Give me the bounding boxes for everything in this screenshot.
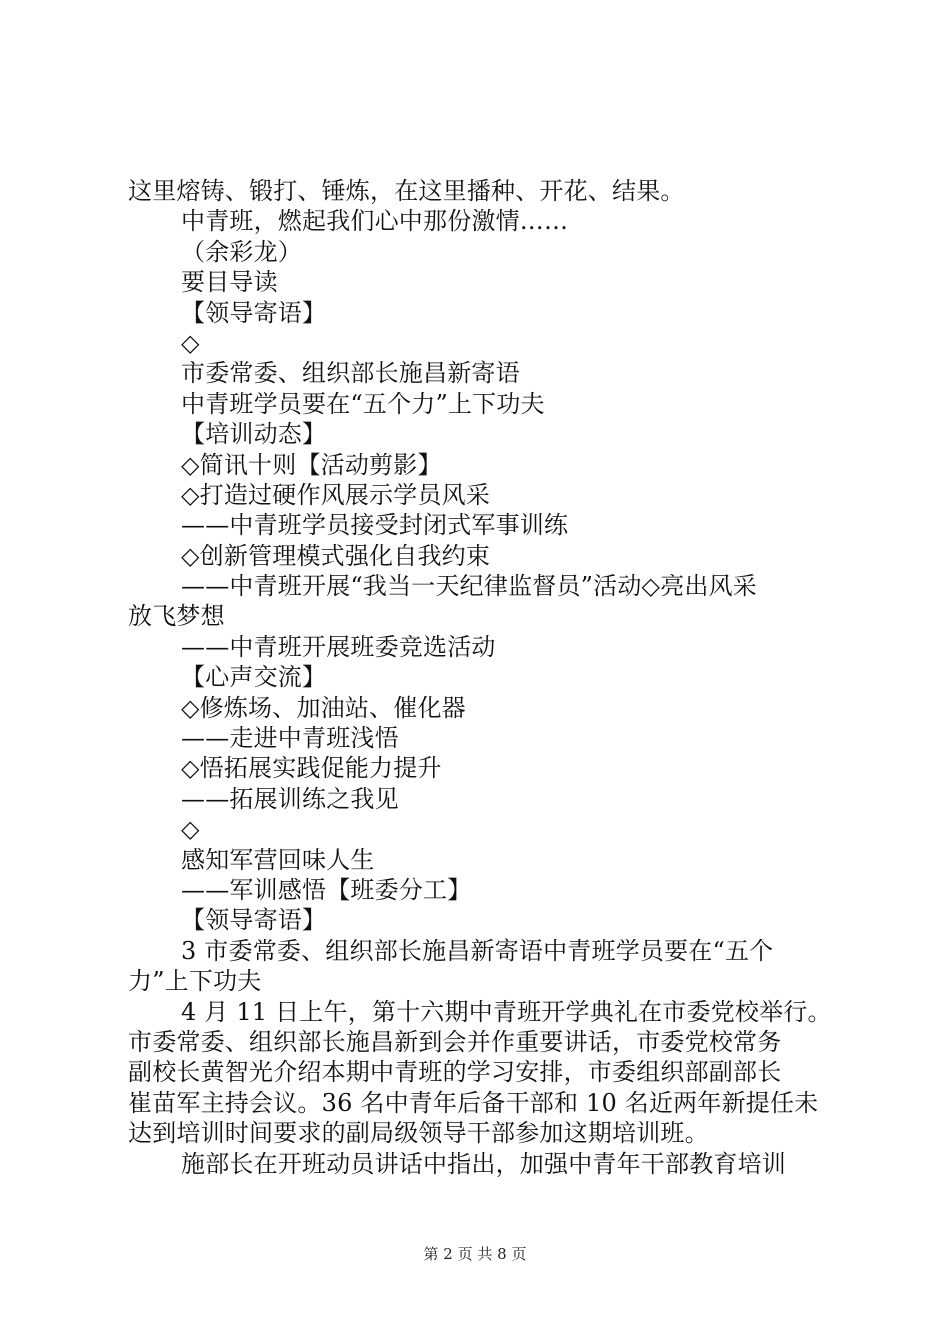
body-text <box>128 176 840 1179</box>
paragraph-line: 副校长黄智光介绍本期中青班的学习安排，市委组织部副部长 <box>128 1058 782 1087</box>
section-heading: 要目导读 <box>181 268 278 297</box>
section-heading: 【领导寄语】 <box>181 906 327 935</box>
article-title: 3 市委常委、组织部长施昌新寄语中青班学员要在“五个 <box>181 936 774 965</box>
text-line: 市委常委、组织部长施昌新寄语 <box>181 359 520 388</box>
paragraph-line: 市委常委、组织部长施昌新到会并作重要讲话，市委党校常务 <box>128 1027 782 1056</box>
toc-subtitle: ——军训感悟【班委分工】 <box>181 875 472 904</box>
paragraph-line: 4 月 11 日上午，第十六期中青班开学典礼在市委党校举行。 <box>181 997 832 1026</box>
toc-subtitle: ——中青班开展“我当一天纪律监督员”活动◇亮出风采 <box>181 572 757 601</box>
toc-subtitle: ——中青班学员接受封闭式军事训练 <box>181 511 569 540</box>
toc-item: ◇悟拓展实践促能力提升 <box>181 754 442 783</box>
text-line: 这里熔铸、锻打、锤炼，在这里播种、开花、结果。 <box>128 177 685 205</box>
text-line: 中青班，燃起我们心中那份激情…… <box>181 207 569 236</box>
diamond-bullet: ◇ <box>181 328 200 357</box>
toc-item: 感知军营回味人生 <box>181 845 375 874</box>
toc-item: ◇创新管理模式强化自我约束 <box>181 541 491 570</box>
paragraph-line: 达到培训时间要求的副局级领导干部参加这期培训班。 <box>128 1119 709 1148</box>
toc-item: ◇简讯十则【活动剪影】 <box>181 450 442 479</box>
toc-subtitle: ——走进中青班浅悟 <box>181 724 399 753</box>
page-footer: 第 2 页 共 8 页 <box>423 1245 527 1263</box>
text-line: 中青班学员要在“五个力”上下功夫 <box>181 389 545 418</box>
author-line: （余彩龙） <box>181 237 302 266</box>
toc-subtitle: ——中青班开展班委竞选活动 <box>181 632 496 661</box>
toc-item: ◇打造过硬作风展示学员风采 <box>181 480 491 509</box>
paragraph-line: 施部长在开班动员讲话中指出，加强中青年干部教育培训 <box>181 1149 786 1178</box>
article-title: 力”上下功夫 <box>128 967 262 996</box>
section-heading: 【领导寄语】 <box>181 298 327 327</box>
section-heading: 【培训动态】 <box>181 420 327 449</box>
section-heading: 【心声交流】 <box>181 663 327 692</box>
diamond-bullet: ◇ <box>181 815 200 844</box>
text-line: 放飞梦想 <box>128 602 225 631</box>
toc-subtitle: ——拓展训练之我见 <box>181 784 399 813</box>
toc-item: ◇修炼场、加油站、催化器 <box>181 693 466 722</box>
paragraph-line: 崔苗军主持会议。36 名中青年后备干部和 10 名近两年新提任未 <box>128 1088 819 1117</box>
